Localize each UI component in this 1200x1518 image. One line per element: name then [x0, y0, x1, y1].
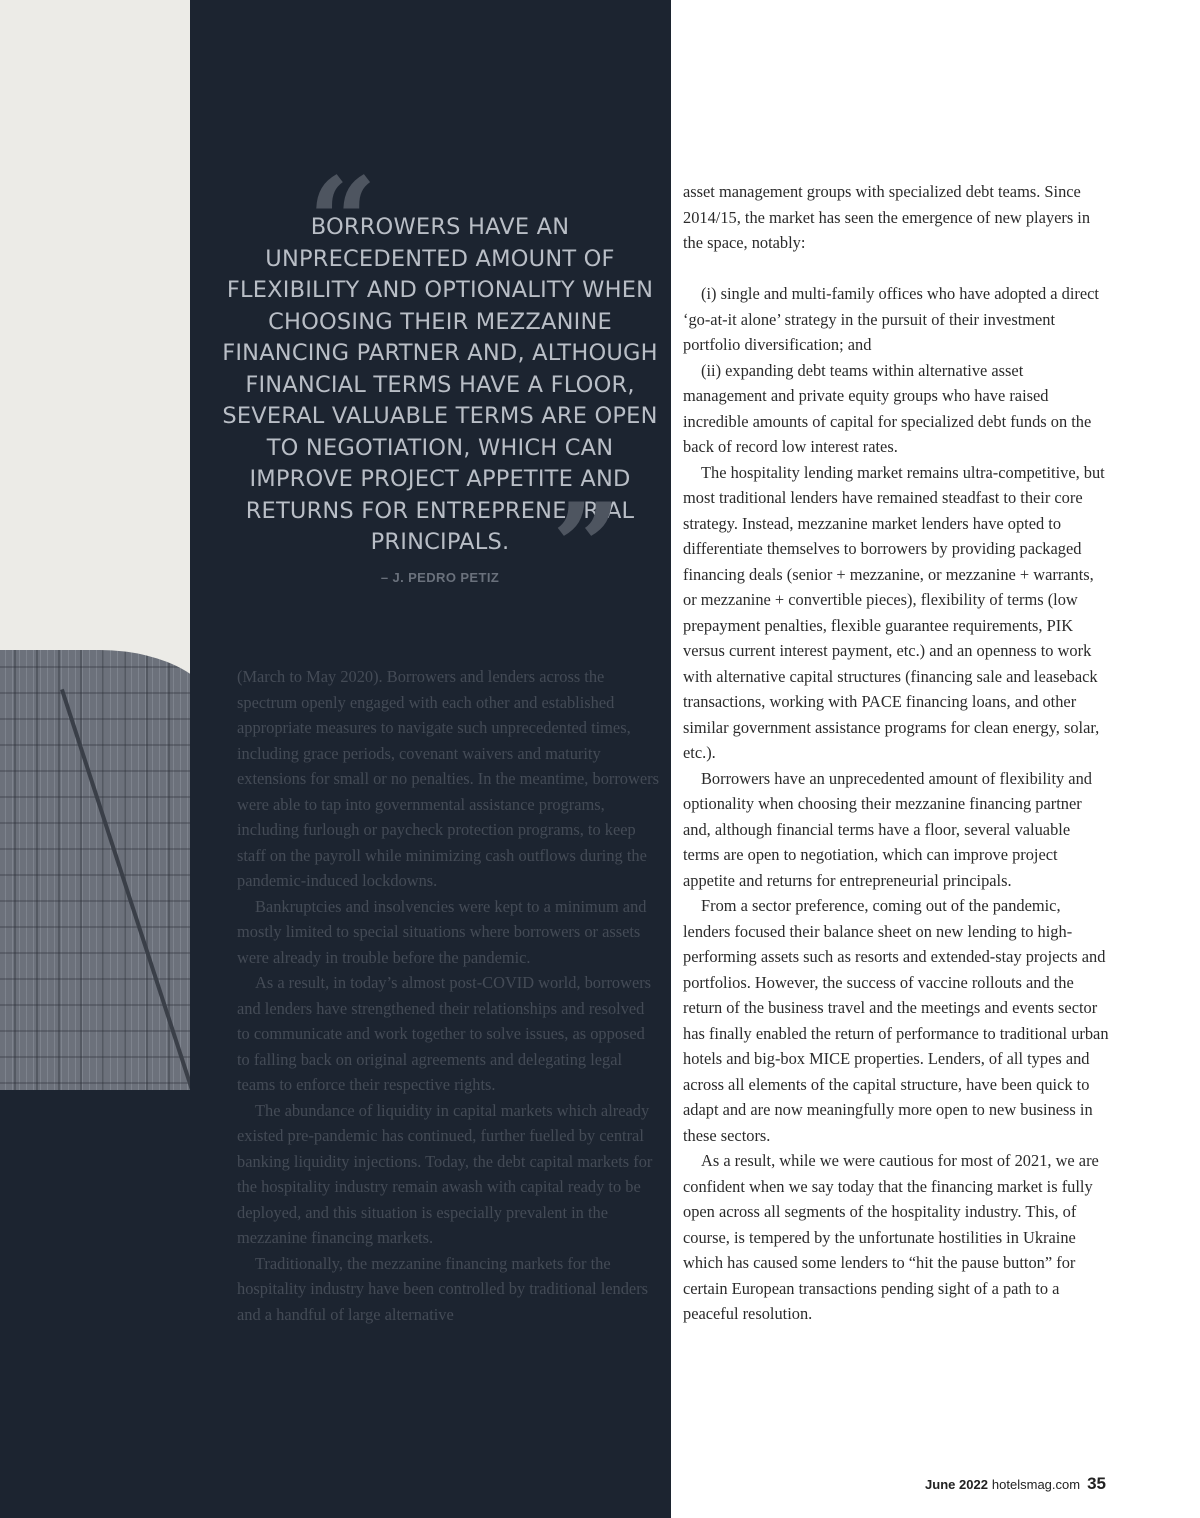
pull-quote-attribution: – J. PEDRO PETIZ [380, 570, 500, 585]
paragraph: From a sector preference, coming out of the pandemic, lenders focused their balance sheet on new lending to high-performing assets such as resorts and extended-stay projects and portfolios. However, the success of vaccine rollouts and the return of the business travel and the meetings and events sector has finally enabled the return of performance to traditional urban hotels and big-box MICE properties. Lenders, of all types and across all elements of the capital structure, have been quick to adapt and are now meaningfully more open to new business in these sectors. [683, 896, 1109, 1145]
paragraph: As a result, in today’s almost post-COVID world, borrowers and lenders have strengthened their relationships and resolved to communicate and work together to solve issues, as opposed to falling back on original agreements and delegating legal teams to enforce their respective rights. [237, 973, 652, 1094]
portrait-photo [0, 0, 190, 1090]
close-quote-mark-icon: ” [552, 477, 622, 618]
paragraph: Bankruptcies and insolvencies were kept to a minimum and mostly limited to special situations where borrowers or assets were already in trouble before the pandemic. [237, 896, 647, 967]
paragraph: As a result, while we were cautious for most of 2021, we are confident when we say today that the financing market is fully open across all segments of the hospitality industry. This, of course, is tempered by the unfortunate hostilities in Ukraine which has caused some lenders to “hit the pause button” for certain European transactions pending sight of a path to a peaceful resolution. [683, 1151, 1099, 1323]
paragraph: asset management groups with specialized debt teams. Since 2014/15, the market has seen the emergence of new players in the space, notably: [683, 182, 1091, 252]
page-number: 35 [1087, 1474, 1106, 1493]
issue-date: June 2022 [925, 1477, 988, 1492]
paragraph: Borrowers have an unprecedented amount of flexibility and optionality when choosing their mezzanine financing partner and, although financial terms have a floor, several valuable terms are open to negotiation, which can improve project appetite and returns for entrepreneurial principals. [683, 768, 1092, 890]
paragraph: (March to May 2020). Borrowers and lenders across the spectrum openly engaged with each other and established appropriate measures to navigate such unprecedented times, including grace periods, covenant waivers and maturity extensions for small or no penalties. In the meantime, borrowers were able to tap into governmental assistance programs, including furlough or paycheck protection programs, to keep staff on the payroll while minimizing cash outflows during the pandemic-induced lockdowns. [237, 667, 659, 890]
body-column-left [237, 664, 661, 1327]
paragraph: (i) single and multi-family offices who have adopted a direct ‘go-at-it alone’ strategy in the pursuit of their investment portfolio diversification; and [683, 284, 1099, 354]
pull-quote: BORROWERS HAVE AN UNPRECEDENTED AMOUNT OF FLEXIBILITY AND OPTIONALITY WHEN CHOOSING THEIR MEZZANINE FINANCING PARTNER AND, ALTHOUGH FINANCIAL TERMS HAVE A FLOOR, SEVERAL VALUABLE TERMS ARE OPEN TO NEGOTIATION, WHICH CAN IMPROVE PROJECT APPETITE AND RETURNS FOR ENTREPRENEURIAL PRINCIPALS. [222, 214, 658, 555]
paragraph: Traditionally, the mezzanine financing markets for the hospitality industry have been controlled by traditional lenders and a handful of large alternative [237, 1253, 649, 1324]
paragraph: The abundance of liquidity in capital markets which already existed pre-pandemic has continued, further fuelled by central banking liquidity injections. Today, the debt capital markets for the hospitality industry remain awash with capital ready to be deployed, and this situation is especially prevalent in the mezzanine financing markets. [237, 1100, 653, 1247]
open-quote-mark-icon: “ [308, 151, 378, 292]
paragraph: (ii) expanding debt teams within alternative asset management and private equity groups who have raised incredible amounts of capital for specialized debt funds on the back of record low interest rates. [683, 360, 1092, 456]
body-column-right [683, 179, 1109, 1327]
plaid-jacket-shape [0, 650, 190, 1090]
website-link[interactable]: hotelsmag.com [991, 1477, 1081, 1492]
paragraph: The hospitality lending market remains ultra-competitive, but most traditional lenders have remained steadfast to their core strategy. Instead, mezzanine market lenders have opted to differentiate themselves to borrowers by providing packaged financing deals (senior + mezzanine, or mezzanine + warrants, or mezzanine + convertible pieces), flexibility of terms (low prepayment penalties, flexible guarantee requirements, PIK versus current interest payment, etc.) and an openness to work with alternative capital structures (financing sale and leaseback transactions, working with PACE financing loans, and other similar government assistance programs for clean energy, solar, etc.). [683, 462, 1105, 762]
dark-panel-bottom-left [0, 1090, 190, 1518]
page-footer [925, 1474, 1106, 1494]
